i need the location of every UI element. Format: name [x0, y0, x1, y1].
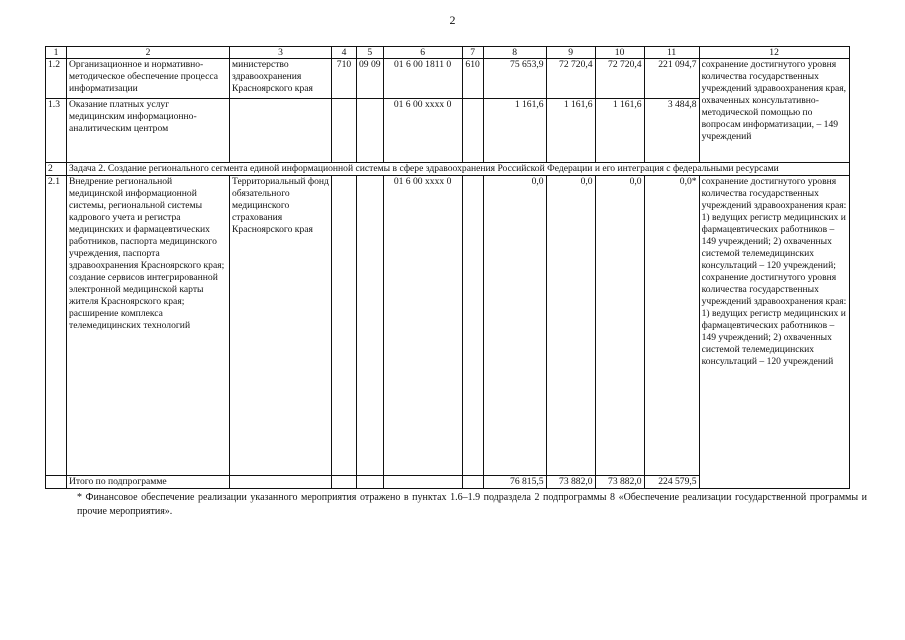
- vr-code: 610: [462, 59, 483, 99]
- total-sum: 224 579,5: [644, 476, 699, 489]
- column-number-row: [46, 47, 850, 59]
- expected-result: сохранение достигнутого уровня количества государственных учреждений здравоохранения края, охваченных консультативно-методической помощью по вопросам информатизации, – 149 учреждений: [699, 59, 849, 163]
- amount-year-2: 0,0: [546, 176, 595, 476]
- total-year-3: 73 882,0: [595, 476, 644, 489]
- executor: министерство здравоохранения Красноярского края: [230, 59, 332, 99]
- row-number: 2.1: [46, 176, 67, 476]
- expected-result: сохранение достигнутого уровня количества государственных учреждений здравоохранения края: 1) ведущих регистр медицинских и фармацевтических работников – 149 учреждений; 2) охваченных системой телемедицинских консультаций – 120 учреждений; сохранение достигнутого уровня количества государственных учреждений здравоохранения края: 1) ведущих регистр медицинских и фармацевтических работников – 149 учреждений; 2) охваченных системой телемедицинских консультаций – 120 учреждений: [699, 176, 849, 489]
- rzpr-code: [357, 176, 384, 476]
- grbs-code: [332, 476, 357, 489]
- vr-code: [462, 99, 483, 163]
- csr-code: 01 6 00 1811 0: [383, 59, 462, 99]
- table-row-1-2: [46, 59, 850, 99]
- col-number: 3: [230, 47, 332, 59]
- grbs-code: [332, 99, 357, 163]
- total-year-2: 73 882,0: [546, 476, 595, 489]
- grbs-code: 710: [332, 59, 357, 99]
- table-row-2-1: [46, 176, 850, 476]
- amount-total: 3 484,8: [644, 99, 699, 163]
- amount-year-1: 1 161,6: [483, 99, 546, 163]
- amount-total: 0,0*: [644, 176, 699, 476]
- csr-code: [383, 476, 462, 489]
- row-number: 2: [46, 163, 67, 176]
- row-number: 1.2: [46, 59, 67, 99]
- total-year-1: 76 815,5: [483, 476, 546, 489]
- col-number: 6: [383, 47, 462, 59]
- rzpr-code: [357, 99, 384, 163]
- vr-code: [462, 476, 483, 489]
- col-number: 9: [546, 47, 595, 59]
- col-number: 8: [483, 47, 546, 59]
- total-label: Итого по подпрограмме: [67, 476, 230, 489]
- csr-code: 01 6 00 xxxx 0: [383, 99, 462, 163]
- csr-code: 01 6 00 xxxx 0: [383, 176, 462, 476]
- executor: [230, 99, 332, 163]
- col-number: 4: [332, 47, 357, 59]
- activity-name: Внедрение региональной медицинской информационной системы, региональной системы кадрового учета и регистра медицинских и фармацевтических работников, паспорта медицинского учреждения, паспорта здравоохранения Красноярского края; создание сервисов интегрированной электронной медицинской карты жителя Красноярского края; расширение комплекса телемедицинских технологий: [67, 176, 230, 476]
- col-number: 11: [644, 47, 699, 59]
- executor: Территориальный фонд обязательного медицинского страхования Красноярского края: [230, 176, 332, 476]
- activity-name: Организационное и нормативно-методическое обеспечение процесса информатизации: [67, 59, 230, 99]
- amount-year-3: 0,0: [595, 176, 644, 476]
- col-number: 1: [46, 47, 67, 59]
- amount-year-3: 72 720,4: [595, 59, 644, 99]
- col-number: 5: [357, 47, 384, 59]
- row-number: 1.3: [46, 99, 67, 163]
- amount-year-2: 72 720,4: [546, 59, 595, 99]
- amount-year-1: 0,0: [483, 176, 546, 476]
- amount-year-1: 75 653,9: [483, 59, 546, 99]
- col-number: 7: [462, 47, 483, 59]
- amount-year-3: 1 161,6: [595, 99, 644, 163]
- row-number: [46, 476, 67, 489]
- rzpr-code: [357, 476, 384, 489]
- page-number: 2: [449, 13, 456, 27]
- program-table: [45, 46, 850, 489]
- footnote: * Финансовое обеспечение реализации указанного мероприятия отражено в пунктах 1.6–1.9 подраздела 2 подпрограммы 8 «Обеспечение реализации государственной программы и прочие мероприятия».: [77, 492, 867, 517]
- amount-year-2: 1 161,6: [546, 99, 595, 163]
- task-row: [46, 163, 850, 176]
- amount-total: 221 094,7: [644, 59, 699, 99]
- rzpr-code: 09 09: [357, 59, 384, 99]
- task-title: Задача 2. Создание регионального сегмента единой информационной системы в сфере здравоохранения Российской Федерации и его интеграция с федеральными ресурсами: [67, 163, 850, 176]
- vr-code: [462, 176, 483, 476]
- col-number: 10: [595, 47, 644, 59]
- activity-name: Оказание платных услуг медицинским информационно-аналитическим центром: [67, 99, 230, 163]
- col-number: 2: [67, 47, 230, 59]
- grbs-code: [332, 176, 357, 476]
- executor: [230, 476, 332, 489]
- col-number: 12: [699, 47, 849, 59]
